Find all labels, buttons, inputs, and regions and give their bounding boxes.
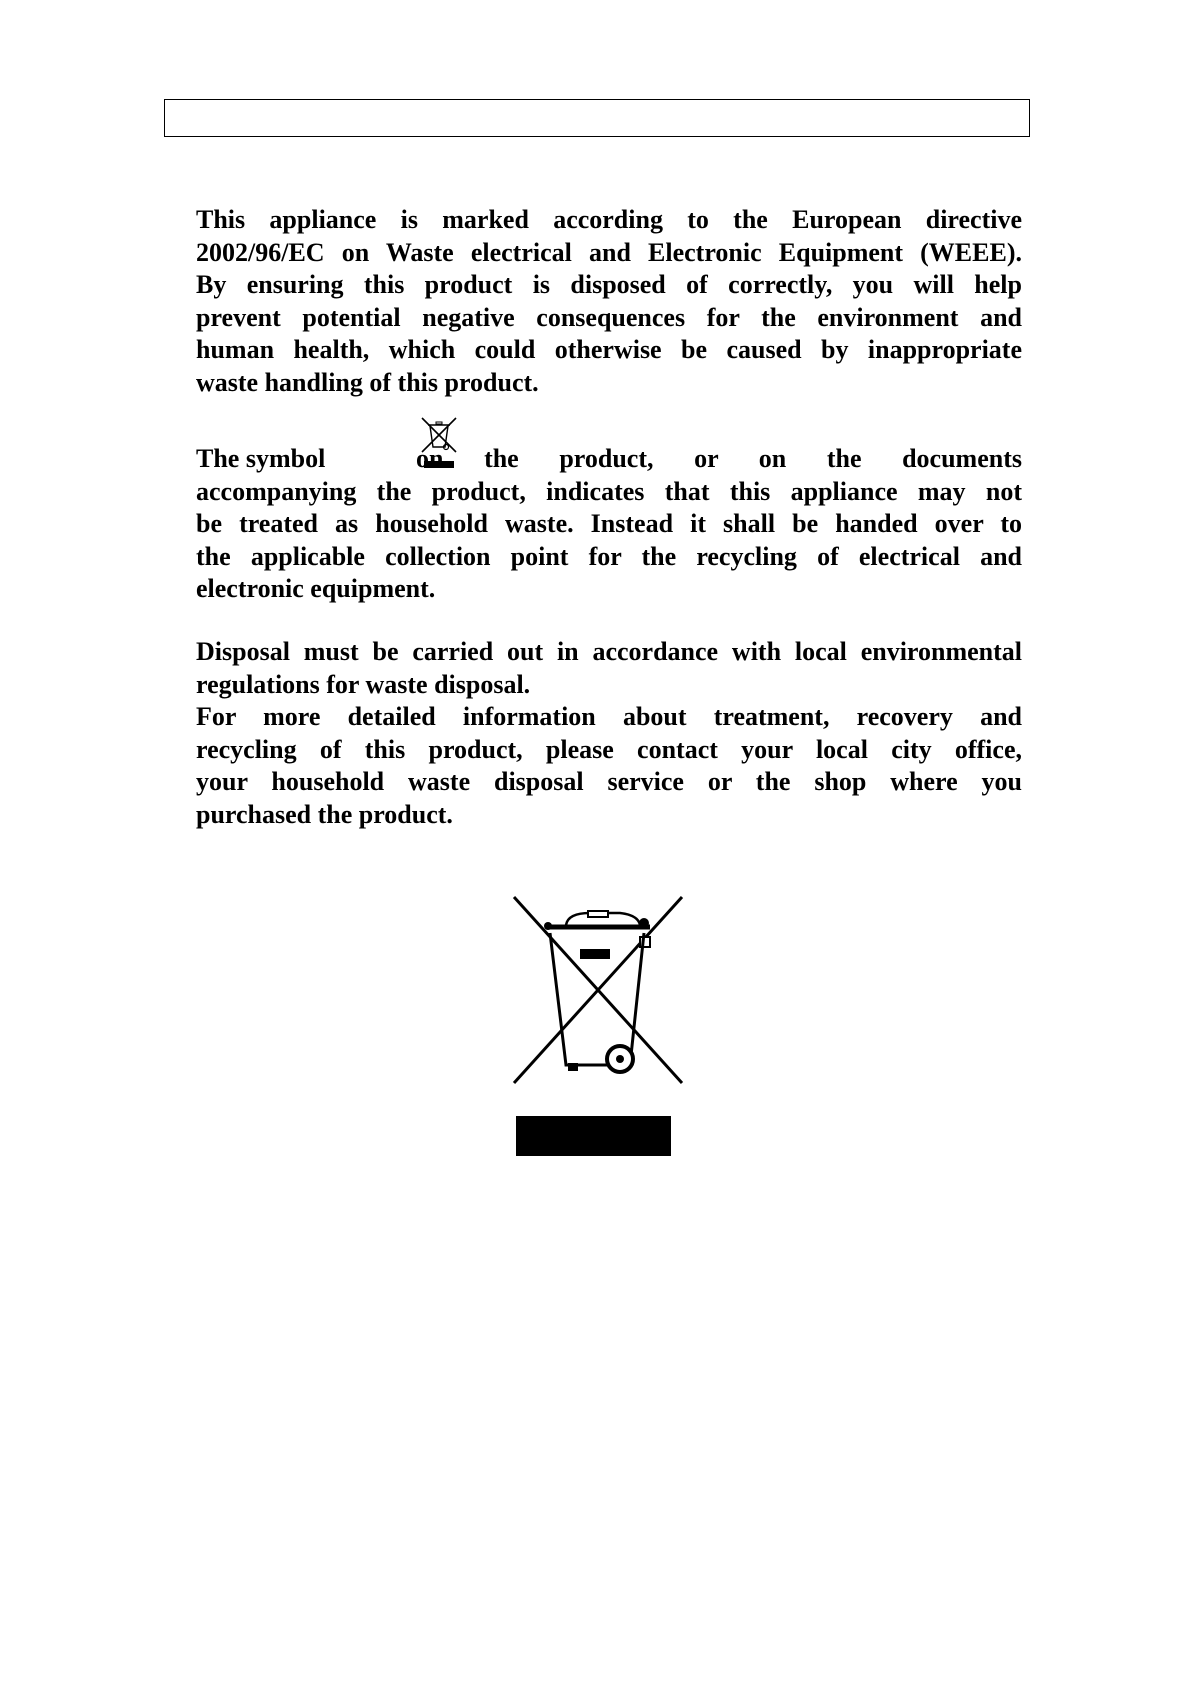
text-line: For more detailed information about treatment, recovery and [196,702,1022,731]
text-line: This appliance is marked according to the European directive [196,205,1022,234]
text-line: regulations for waste disposal. [196,669,531,699]
text-line: waste handling of this product. [196,367,539,397]
text-line: purchased the product. [196,799,453,829]
text-fragment: The symbol [196,444,326,473]
header-box [164,99,1030,137]
text-line: recycling of this product, please contact your local city office, [196,734,1022,764]
text-line: be treated as household waste. Instead it shall be handed over to [196,509,1022,538]
text-line: Disposal must be carried out in accordance with local environmental [196,637,1022,666]
symbol-line [196,443,1022,476]
paragraph-weee-directive [196,204,1022,399]
weee-crossed-bin-icon [510,893,686,1158]
text-line: the applicable collection point for the recycling of electrical and [196,541,1022,571]
paragraph-disposal-info [196,636,1022,831]
text-fragment: on the product, or on the documents [416,444,1022,473]
text-line: accompanying the product, indicates that this appliance may not [196,476,1022,506]
paragraph-symbol-meaning [196,443,1022,606]
text-line: electronic equipment. [196,574,436,603]
text-line: prevent potential negative consequences for the environment and [196,302,1022,332]
text-line: 2002/96/EC on Waste electrical and Electronic Equipment (WEEE). [196,237,1022,267]
text-line: your household waste disposal service or the shop where you [196,767,1022,796]
text-line: human health, which could otherwise be caused by inappropriate [196,335,1022,364]
text-line: By ensuring this product is disposed of correctly, you will help [196,270,1022,299]
